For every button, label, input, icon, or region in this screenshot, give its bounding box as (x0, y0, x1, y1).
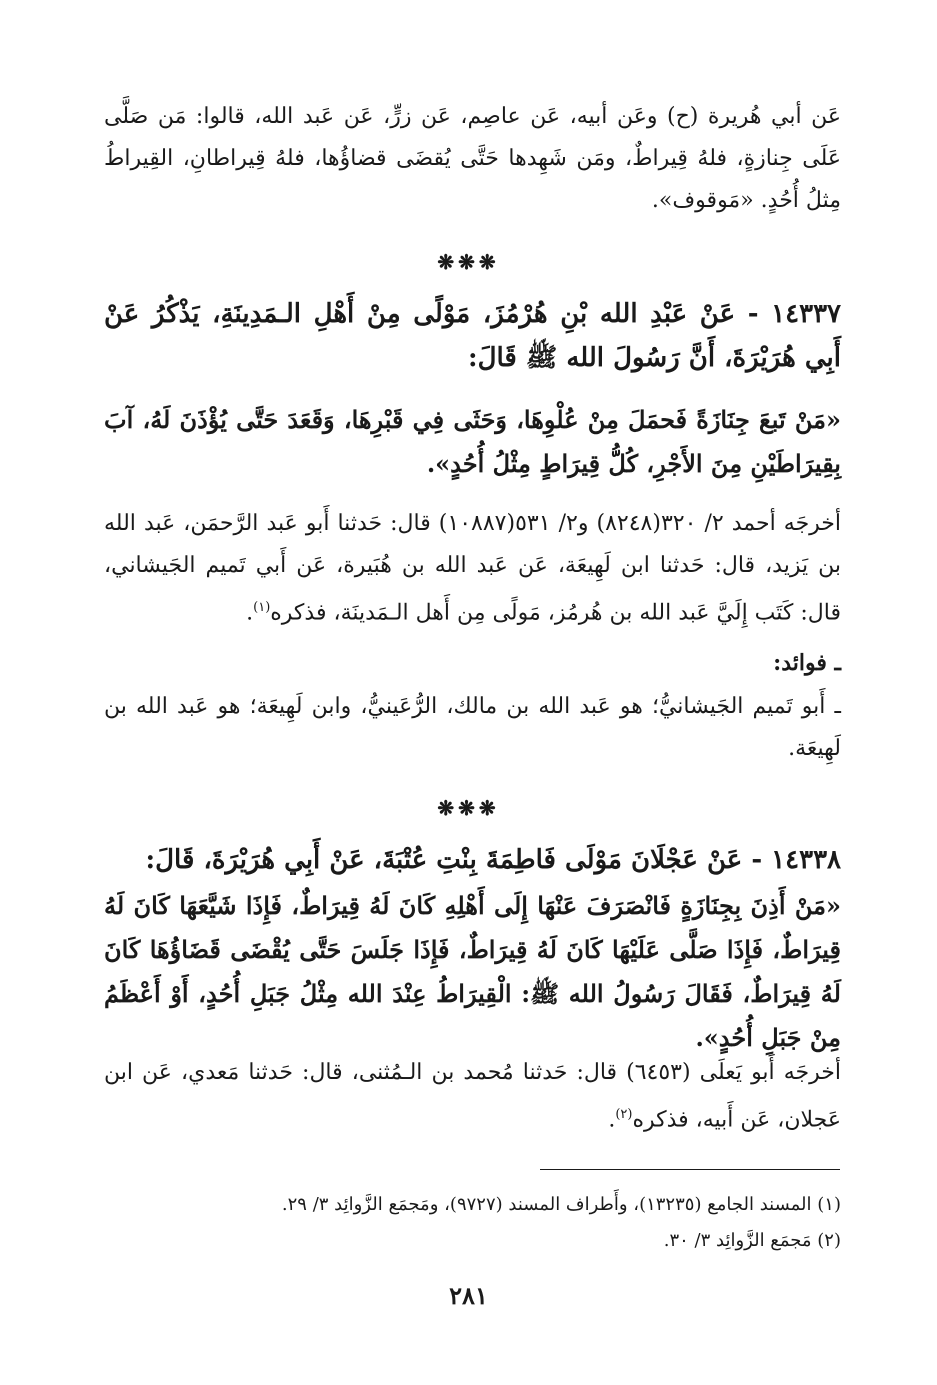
footnote-2: (٢) مَجمَع الزَّوائِد ٣/ ٣٠. (663, 1230, 841, 1251)
fawaid-label: ـ فوائد: (773, 650, 841, 676)
hadith-14338-takhrij (104, 1052, 841, 1141)
footnote-ref-1[interactable]: (١) (253, 600, 271, 615)
hadith-14337-text: «مَنْ تَبعَ جِنَازَةً فَحمَلَ مِنْ عُلْوِهَا، وَحَثَى فِي قَبْرِهَا، وَقَعَدَ حَتَّى يُؤْذَنَ لَهُ، آبَ بِقِيرَاطَيْنِ مِنَ الأَجْرِ، كُلُّ قِيرَاطٍ مِثْلُ أُحُدٍ». (104, 405, 841, 478)
section-separator: ❋❋❋ (437, 250, 500, 274)
takhrij-text: أخرجَه أَبو يَعلَى (٦٤٥٣) قال: حَدثنا مُحمد بن الـمُثنى، قال: حَدثنا مَعدي، عَن ابن عَجلان، عَن أَبيه، فذكره (104, 1060, 841, 1133)
takhrij-end: . (608, 1107, 616, 1133)
takhrij-text: أخرجَه أحمد ٢/ ٣٢٠(٨٢٤٨) و٢/ ٥٣١(١٠٨٨٧) قال: حَدثنا أَبو عَبد الرَّحمَن، عَبد الله بن يَزيد، قال: حَدثنا ابن لَهِيعَة، عَن عَبد الله بن هُبَيرة، عَن أَبي تَميم الجَيشاني، قال: كَتَب إِلَيَّ عَبد الله بن هُرمُز، مَولًى مِن أَهل الـمَدينَة، فذكره (104, 511, 842, 626)
takhrij-end: . (246, 600, 254, 626)
footnote-1: (١) المسند الجامع (١٣٢٣٥)، وأَطراف المسند (٩٧٢٧)، ومَجمَع الزَّوائِد ٣/ ٢٩. (281, 1194, 841, 1215)
footnote-divider (540, 1169, 840, 1170)
footnote-ref-2[interactable]: (٢) (615, 1107, 633, 1122)
section-separator: ❋❋❋ (437, 796, 500, 820)
fawaid-text: ـ أَبو تَميم الجَيشانيُّ؛ هو عَبد الله بن مالك، الرُّعَينيُّ، وابن لَهِيعَة؛ هو عَبد الله بن لَهِيعَة. (104, 694, 841, 761)
opening-paragraph: عَن أبي هُريرة (ح) وعَن أبيه، عَن عاصِم، عَن زرٍّ، عَن عَبد الله، قالوا: مَن صَلَّى عَلَى جِنازةٍ، فلهُ قِيراطٌ، ومَن شَهِدها حَتَّى يُقضَى قضاؤُها، فلهُ قِيراطانِ، القِيراطُ مِثلُ أُحُدٍ. «مَوقوف». (104, 104, 841, 213)
hadith-14337-heading: ١٤٣٣٧ - عَنْ عَبْدِ الله بْنِ هُرْمُزَ، مَوْلًى مِنْ أَهْلِ الـمَدِينَةِ، يَذْكُرُ عَنْ أَبِي هُرَيْرَةَ، أَنَّ رَسُولَ الله ﷺ قَالَ: (104, 299, 841, 373)
hadith-14337-takhrij (104, 503, 841, 634)
page-number: ٢٨١ (449, 1281, 488, 1310)
hadith-14338-heading: ١٤٣٣٨ - عَنْ عَجْلَانَ مَوْلَى فَاطِمَةَ بِنْتِ عُتْبَةَ، عَنْ أَبِي هُرَيْرَةَ، قَالَ: (145, 845, 841, 875)
hadith-14338-text: «مَنْ أَذِنَ بِجِنَازَةٍ فَانْصَرَفَ عَنْهَا إِلَى أَهْلِهِ كَانَ لَهُ قِيرَاطٌ، فَإِذَا شَيَّعَهَا كَانَ لَهُ قِيرَاطٌ، فَإِذَا صَلَّى عَلَيْهَا كَانَ لَهُ قِيرَاطٌ، فَإِذَا جَلَسَ حَتَّى يُقْضَى قَضَاؤُهَا كَانَ لَهُ قِيرَاطٌ، فَقَالَ رَسُولُ الله ﷺ: الْقِيرَاطُ عِنْدَ الله مِثْلُ جَبَلِ أُحُدٍ، أَوْ أَعْظَمُ مِنْ جَبَلِ أُحُدٍ». (104, 891, 841, 1052)
